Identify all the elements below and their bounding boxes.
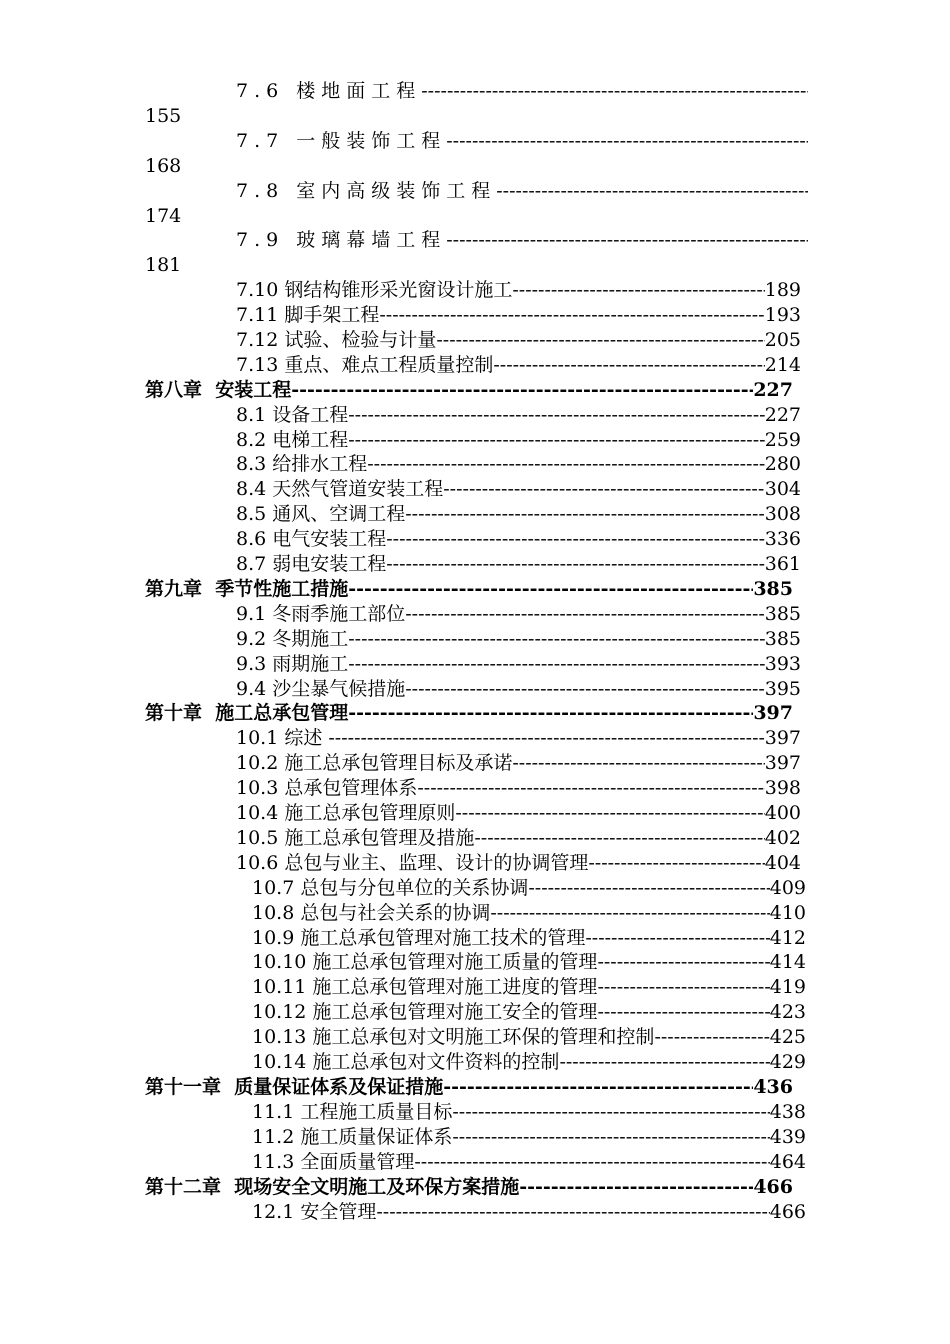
dot-leader — [436, 328, 764, 353]
toc-page-number: 168 — [145, 155, 182, 177]
toc-entry[interactable] — [236, 452, 801, 477]
toc-entry[interactable] — [252, 1150, 806, 1175]
dot-leader — [421, 79, 808, 104]
toc-page-number: 227 — [753, 379, 793, 401]
toc-entry[interactable] — [236, 527, 801, 552]
toc-page-number: 205 — [764, 329, 801, 351]
toc-entry[interactable] — [252, 1000, 806, 1025]
toc-entry-title: 第九章 季节性施工措施 — [145, 578, 349, 600]
toc-page-number: 280 — [764, 453, 801, 475]
toc-entry-title: 11.3 全面质量管理 — [252, 1151, 415, 1173]
dot-leader — [405, 677, 764, 702]
toc-entry-title: 8.2 电梯工程 — [236, 429, 349, 451]
toc-page-number: 385 — [753, 578, 793, 600]
toc-page-number: 155 — [145, 105, 182, 127]
dot-leader — [348, 701, 753, 726]
toc-page-number: 436 — [753, 1076, 793, 1098]
toc-entry-title: 第八章 安装工程 — [145, 379, 292, 401]
toc-entry-title: 7.11 脚手架工程 — [236, 304, 380, 326]
toc-entry[interactable] — [252, 1100, 806, 1125]
toc-entry-title: 10.4 施工总承包管理原则 — [236, 802, 456, 824]
toc-page-number: 397 — [764, 727, 801, 749]
toc-page-number: 398 — [764, 777, 801, 799]
dot-leader — [512, 751, 764, 776]
toc-entry[interactable] — [252, 901, 806, 926]
dot-leader — [452, 1125, 769, 1150]
dot-leader — [291, 378, 753, 403]
toc-entry[interactable] — [236, 502, 801, 527]
toc-page-number: 404 — [764, 852, 801, 874]
dot-leader — [559, 1050, 769, 1075]
toc-entry[interactable] — [252, 1050, 806, 1075]
toc-entry[interactable] — [236, 627, 801, 652]
toc-chapter-entry[interactable] — [145, 378, 793, 403]
toc-page-number: 385 — [764, 628, 801, 650]
toc-entry-title: 10.6 总包与业主、监理、设计的协调管理 — [236, 852, 589, 874]
toc-entry-title: 7.6 楼地面工程 — [236, 80, 422, 102]
toc-entry-title: 10.3 总承包管理体系 — [236, 777, 418, 799]
toc-chapter-entry[interactable] — [145, 1075, 793, 1100]
toc-chapter-entry[interactable] — [145, 701, 793, 726]
toc-entry[interactable] — [236, 776, 801, 801]
toc-page-number: 425 — [769, 1026, 806, 1048]
toc-entry[interactable] — [252, 950, 806, 975]
toc-page-number: 336 — [764, 528, 801, 550]
dot-leader — [512, 278, 764, 303]
toc-entry[interactable] — [236, 303, 801, 328]
dot-leader — [597, 950, 769, 975]
toc-entry[interactable] — [236, 129, 808, 154]
dot-leader — [455, 801, 764, 826]
toc-entry[interactable] — [236, 602, 801, 627]
dot-leader — [348, 403, 764, 428]
toc-page-number: 423 — [769, 1001, 806, 1023]
dot-leader — [379, 303, 764, 328]
toc-entry-title: 9.3 雨期施工 — [236, 653, 349, 675]
toc-page-number: 189 — [764, 279, 801, 301]
dot-leader — [348, 652, 764, 677]
toc-entry[interactable] — [236, 278, 801, 303]
toc-page-number: 214 — [764, 354, 801, 376]
toc-entry[interactable] — [252, 1025, 806, 1050]
dot-leader — [588, 851, 764, 876]
toc-entry-title: 10.12 施工总承包管理对施工安全的管理 — [252, 1001, 598, 1023]
toc-entry[interactable] — [236, 428, 801, 453]
toc-entry-title: 11.1 工程施工质量目标 — [252, 1101, 453, 1123]
toc-page-number: 193 — [764, 304, 801, 326]
toc-entry-title: 8.3 给排水工程 — [236, 453, 368, 475]
toc-entry-title: 10.9 施工总承包管理对施工技术的管理 — [252, 927, 586, 949]
toc-page-number: 466 — [769, 1201, 806, 1223]
toc-entry[interactable] — [236, 477, 801, 502]
toc-entry-title: 7.13 重点、难点工程质量控制 — [236, 354, 494, 376]
toc-chapter-entry[interactable] — [145, 577, 793, 602]
toc-entry-title: 第十一章 质量保证体系及保证措施 — [145, 1076, 444, 1098]
toc-entry-title: 第十二章 现场安全文明施工及环保方案措施 — [145, 1176, 520, 1198]
toc-entry[interactable] — [236, 826, 801, 851]
toc-entry[interactable] — [236, 851, 801, 876]
toc-entry[interactable] — [236, 79, 808, 104]
toc-page-number: 393 — [764, 653, 801, 675]
toc-entry-title: 7.8 室内高级装饰工程 — [236, 180, 497, 202]
toc-entry-title: 10.8 总包与社会关系的协调 — [252, 902, 491, 924]
toc-entry-title: 10.10 施工总承包管理对施工质量的管理 — [252, 951, 598, 973]
toc-page-number: 174 — [145, 205, 182, 227]
toc-page-number: 181 — [145, 254, 182, 276]
toc-entry[interactable] — [236, 228, 808, 253]
dot-leader — [348, 428, 764, 453]
toc-entry[interactable] — [236, 677, 801, 702]
dot-leader — [496, 179, 808, 204]
toc-page-number: 395 — [764, 678, 801, 700]
toc-entry[interactable] — [252, 876, 806, 901]
toc-entry-title: 9.2 冬期施工 — [236, 628, 349, 650]
toc-entry-title: 10.13 施工总承包对文明施工环保的管理和控制 — [252, 1026, 655, 1048]
toc-entry-title: 10.7 总包与分包单位的关系协调 — [252, 877, 529, 899]
toc-entry[interactable] — [236, 801, 801, 826]
toc-page-number: 304 — [764, 478, 801, 500]
toc-page-number: 308 — [764, 503, 801, 525]
dot-leader — [367, 452, 764, 477]
dot-leader — [597, 975, 769, 1000]
toc-page-number: 429 — [769, 1051, 806, 1073]
toc-page-number: 409 — [769, 877, 806, 899]
toc-entry[interactable] — [236, 552, 801, 577]
dot-leader — [446, 129, 808, 154]
toc-entry-title: 10.1 综述 — [236, 727, 329, 749]
toc-page-number: 400 — [764, 802, 801, 824]
dot-leader — [446, 228, 808, 253]
toc-entry[interactable] — [236, 353, 801, 378]
toc-entry-title: 10.11 施工总承包管理对施工进度的管理 — [252, 976, 598, 998]
toc-page-number: 227 — [764, 404, 801, 426]
dot-leader — [528, 876, 769, 901]
toc-page-number: 439 — [769, 1126, 806, 1148]
toc-page-number: 412 — [769, 927, 806, 949]
dot-leader — [328, 726, 764, 751]
dot-leader — [490, 901, 769, 926]
toc-page-number: 466 — [753, 1176, 793, 1198]
toc-entry-title: 9.4 沙尘暴气候措施 — [236, 678, 406, 700]
dot-leader — [386, 552, 764, 577]
dot-leader — [376, 1200, 769, 1225]
toc-page-number: 259 — [764, 429, 801, 451]
toc-entry[interactable] — [236, 179, 808, 204]
toc-page-number: 414 — [769, 951, 806, 973]
toc-entry-title: 8.6 电气安装工程 — [236, 528, 387, 550]
dot-leader — [348, 577, 753, 602]
toc-entry[interactable] — [252, 1200, 806, 1225]
toc-page-number: 410 — [769, 902, 806, 924]
dot-leader — [414, 1150, 769, 1175]
toc-entry-title: 7.12 试验、检验与计量 — [236, 329, 437, 351]
toc-entry-title: 9.1 冬雨季施工部位 — [236, 603, 406, 625]
toc-page-number: 397 — [753, 702, 793, 724]
dot-leader — [405, 602, 764, 627]
dot-leader — [474, 826, 764, 851]
toc-page-number: 464 — [769, 1151, 806, 1173]
dot-leader — [443, 1075, 753, 1100]
toc-entry-title: 8.5 通风、空调工程 — [236, 503, 406, 525]
toc-entry[interactable] — [236, 652, 801, 677]
dot-leader — [405, 502, 764, 527]
toc-entry[interactable] — [252, 926, 806, 951]
toc-entry[interactable] — [236, 726, 801, 751]
toc-page-number: 385 — [764, 603, 801, 625]
toc-entry-title: 7.10 钢结构锥形采光窗设计施工 — [236, 279, 513, 301]
toc-entry-title: 10.2 施工总承包管理目标及承诺 — [236, 752, 513, 774]
toc-page-number: 419 — [769, 976, 806, 998]
toc-entry[interactable] — [236, 328, 801, 353]
toc-entry-title: 7.9 玻璃幕墙工程 — [236, 229, 447, 251]
dot-leader — [417, 776, 764, 801]
dot-leader — [493, 353, 764, 378]
toc-page-number: 397 — [764, 752, 801, 774]
dot-leader — [452, 1100, 769, 1125]
toc-chapter-entry[interactable] — [145, 1175, 793, 1200]
toc-entry[interactable] — [252, 1125, 806, 1150]
toc-entry-title: 8.1 设备工程 — [236, 404, 349, 426]
toc-entry-title: 10.14 施工总承包对文件资料的控制 — [252, 1051, 560, 1073]
dot-leader — [348, 627, 764, 652]
toc-entry[interactable] — [236, 751, 801, 776]
toc-entry-title: 第十章 施工总承包管理 — [145, 702, 349, 724]
dot-leader — [654, 1025, 769, 1050]
toc-entry-title: 8.4 天然气管道安装工程 — [236, 478, 444, 500]
toc-page-number: 402 — [764, 827, 801, 849]
toc-entry-title: 8.7 弱电安装工程 — [236, 553, 387, 575]
dot-leader — [585, 926, 769, 951]
toc-entry-title: 10.5 施工总承包管理及措施 — [236, 827, 475, 849]
toc-entry[interactable] — [236, 403, 801, 428]
toc-entry-title: 11.2 施工质量保证体系 — [252, 1126, 453, 1148]
toc-entry-title: 7.7 一般装饰工程 — [236, 130, 447, 152]
toc-page-number: 361 — [764, 553, 801, 575]
toc-entry-title: 12.1 安全管理 — [252, 1201, 377, 1223]
dot-leader — [519, 1175, 753, 1200]
toc-page-number: 438 — [769, 1101, 806, 1123]
dot-leader — [443, 477, 764, 502]
dot-leader — [386, 527, 764, 552]
toc-entry[interactable] — [252, 975, 806, 1000]
dot-leader — [597, 1000, 769, 1025]
